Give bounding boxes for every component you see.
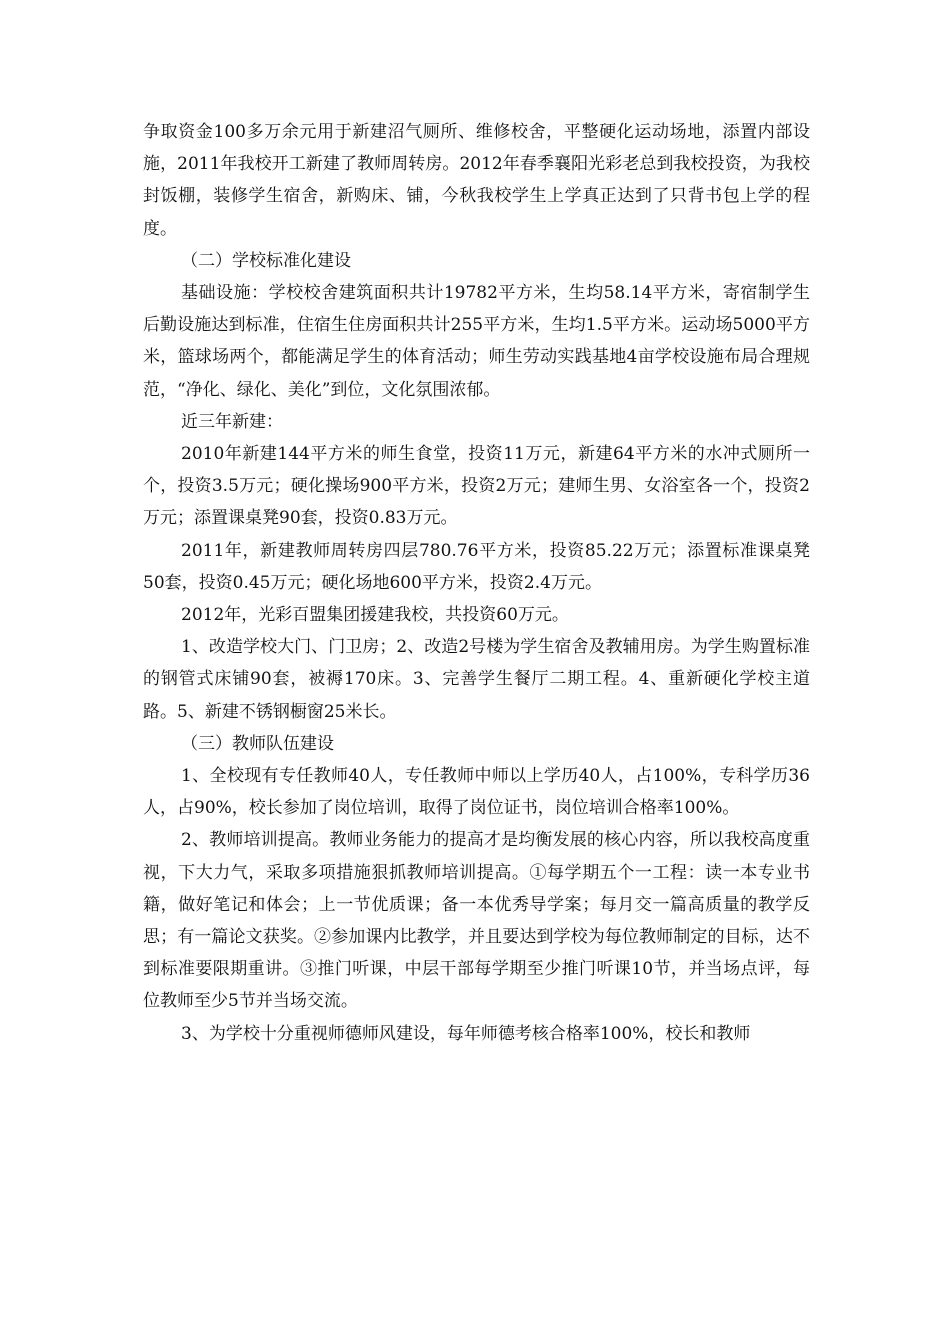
paragraph-recent-construction-heading: 近三年新建： (181, 411, 283, 432)
paragraph-infrastructure: 基础设施：学校校舍建筑面积共计19782平方米，生均58.14平方米，寄宿制学生后勤设施达到标准，住宿生住房面积共计255平方米，生均1.5平方米。运动场5000平方米，篮球场两个，都能满足学生的体育活动；师生劳动实践基地4亩学校设施布局合理规范，“净化、绿化、美化”到位，文化氛围浓郁。 (143, 283, 810, 400)
paragraph-teacher-qualifications: 1、全校现有专任教师40人，专任教师中师以上学历40人，占100%，专科学历36人，占90%，校长参加了岗位培训，取得了岗位证书，岗位培训合格率100%。 (143, 766, 810, 819)
section-heading-standardization: （二）学校标准化建设 (181, 250, 351, 271)
paragraph-2012: 2012年，光彩百盟集团援建我校，共投资60万元。 (181, 605, 569, 626)
paragraph-funding: 争取资金100多万余元用于新建沼气厕所、维修校舍，平整硬化运动场地，添置内部设施，2011年我校开工新建了教师周转房。2012年春季襄阳光彩老总到我校投资，为我校封饭棚，装修学生宿舍，新购床、铺，今秋我校学生上学真正达到了只背书包上学的程度。 (143, 122, 810, 239)
paragraph-2012-items: 1、改造学校大门、门卫房；2、改造2号楼为学生宿舍及教辅用房。为学生购置标准的钢管式床铺90套，被褥170床。3、完善学生餐厅二期工程。4、重新硬化学校主道路。5、新建不锈钢橱窗25米长。 (143, 637, 810, 722)
paragraph-2010: 2010年新建144平方米的师生食堂，投资11万元，新建64平方米的水冲式厕所一个，投资3.5万元；硬化操场900平方米，投资2万元；建师生男、女浴室各一个，投资2万元；添置课桌凳90套，投资0.83万元。 (143, 444, 810, 529)
document-body (143, 116, 810, 1050)
paragraph-2011: 2011年，新建教师周转房四层780.76平方米，投资85.22万元；添置标准课桌凳50套，投资0.45万元；硬化场地600平方米，投资2.4万元。 (143, 540, 810, 593)
section-heading-teachers: （三）教师队伍建设 (181, 733, 334, 754)
paragraph-teacher-ethics: 3、为学校十分重视师德师风建设，每年师德考核合格率100%，校长和教师 (181, 1023, 751, 1044)
paragraph-teacher-training: 2、教师培训提高。教师业务能力的提高才是均衡发展的核心内容，所以我校高度重视，下大力气，采取多项措施狠抓教师培训提高。①每学期五个一工程：读一本专业书籍，做好笔记和体会；上一节优质课；备一本优秀导学案；每月交一篇高质量的教学反思；有一篇论文获奖。②参加课内比教学，并且要达到学校为每位教师制定的目标，达不到标准要限期重讲。③推门听课，中层干部每学期至少推门听课10节，并当场点评，每位教师至少5节并当场交流。 (143, 830, 810, 1012)
